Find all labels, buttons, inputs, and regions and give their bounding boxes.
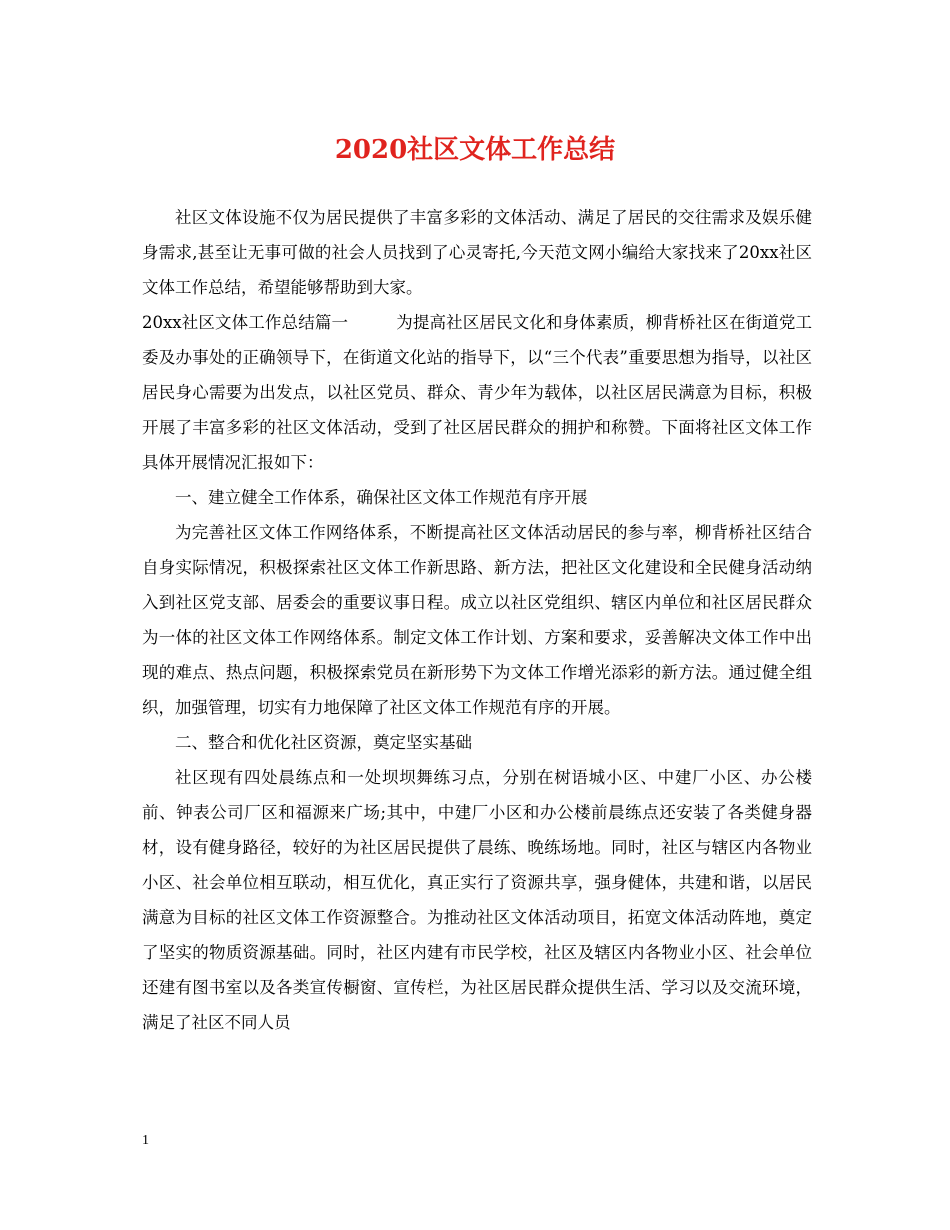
section-paragraph <box>142 305 812 480</box>
section-1-paragraph: 为完善社区文体工作网络体系，不断提高社区文体活动居民的参与率，柳背桥社区结合自身实际情况，积极探索社区文体工作新思路、新方法，把社区文化建设和全民健身活动纳入到社区党支部、居委会的重要议事日程。成立以社区党组织、辖区内单位和社区居民群众为一体的社区文体工作网络体系。制定文体工作计划、方案和要求，妥善解决文体工作中出现的难点、热点问题，积极探索党员在新形势下为文体工作增光添彩的新方法。通过健全组织，加强管理，切实有力地保障了社区文体工作规范有序的开展。 <box>142 523 812 717</box>
section-heading-2: 二、整合和优化社区资源，奠定坚实基础 <box>175 733 472 752</box>
intro-paragraph: 社区文体设施不仅为居民提供了丰富多彩的文体活动、满足了居民的交往需求及娱乐健身需求,甚至让无事可做的社会人员找到了心灵寄托,今天范文网小编给大家找来了20xx社区文体工作总结，希望能够帮助到大家。 <box>142 208 812 297</box>
article-heading: 20xx社区文体工作总结篇一 <box>142 313 349 332</box>
section-heading-1: 一、建立健全工作体系，确保社区文体工作规范有序开展 <box>175 488 588 507</box>
page-number: 1 <box>142 1133 149 1148</box>
article-lead-text: 为提高社区居民文化和身体素质，柳背桥社区在街道党工委及办事处的正确领导下，在街道文化站的指导下，以“三个代表”重要思想为指导，以社区居民身心需要为出发点，以社区党员、群众、青少年为载体，以社区居民满意为目标，积极开展了丰富多彩的社区文体活动，受到了社区居民群众的拥护和称赞。下面将社区文体工作具体开展情况汇报如下： <box>142 313 813 472</box>
section-2-paragraph: 社区现有四处晨练点和一处坝坝舞练习点，分别在树语城小区、中建厂小区、办公楼前、钟表公司厂区和福源来广场;其中，中建厂小区和办公楼前晨练点还安装了各类健身器材，设有健身路径，较好的为社区居民提供了晨练、晚练场地。同时，社区与辖区内各物业小区、社会单位相互联动，相互优化，真正实行了资源共享，强身健体，共建和谐，以居民满意为目标的社区文体工作资源整合。为推动社区文体活动项目，拓宽文体活动阵地，奠定了坚实的物质资源基础。同时，社区内建有市民学校，社区及辖区内各物业小区、社会单位还建有图书室以及各类宣传橱窗、宣传栏，为社区居民群众提供生活、学习以及交流环境，满足了社区不同人员 <box>142 768 812 1032</box>
document-title: 2020社区文体工作总结 <box>334 135 616 165</box>
document-body <box>142 200 812 1040</box>
